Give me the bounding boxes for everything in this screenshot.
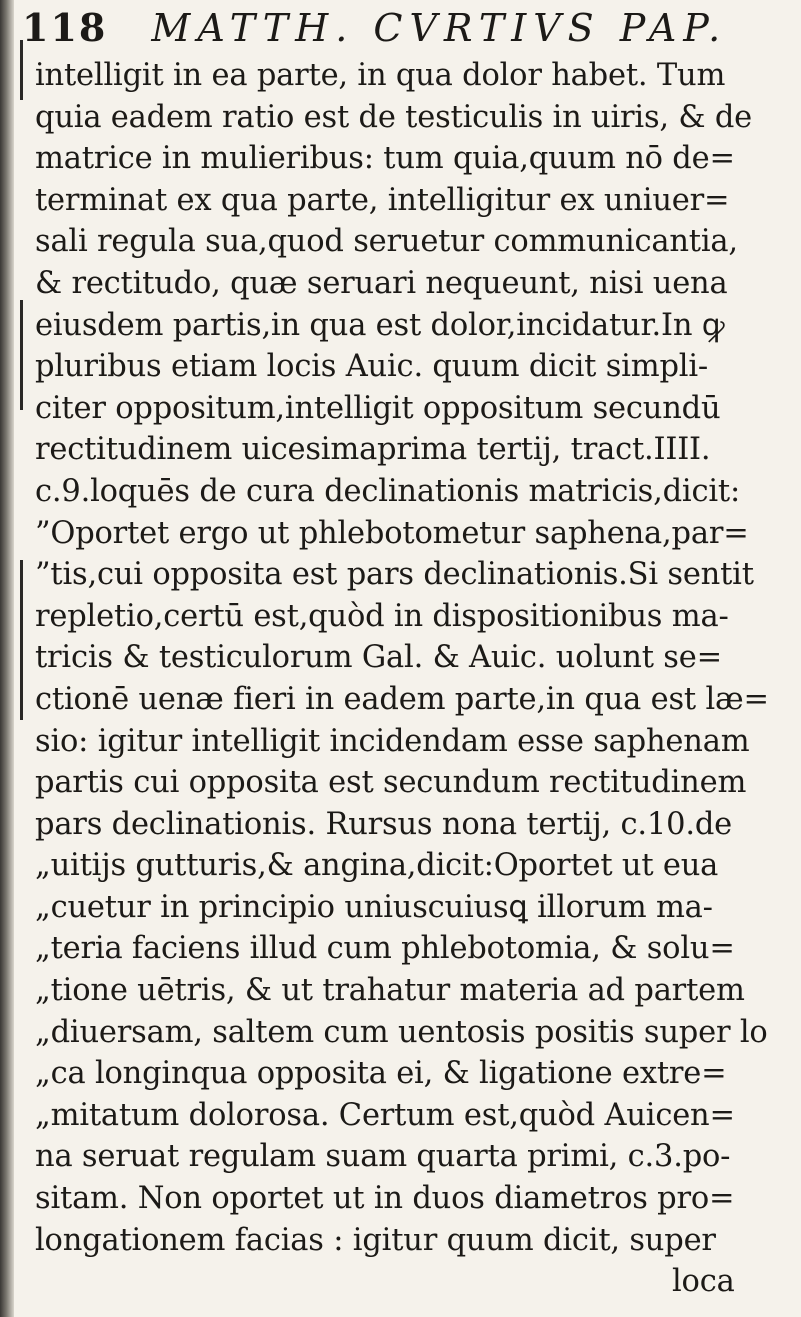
- text-line: rectitudinem uicesimaprima tertij, tract.IIII.: [35, 432, 711, 468]
- text-line: ctionē uenæ fieri in eadem parte,in qua est læ=: [35, 681, 769, 717]
- text-line: intelligit in ea parte, in qua dolor habet. Tum: [35, 58, 726, 93]
- text-line: „tione uētris, & ut trahatur materia ad partem: [35, 973, 745, 1009]
- text-line: longationem facias : igitur quum dicit, super: [35, 1222, 716, 1258]
- page-number: 118: [22, 5, 108, 50]
- text-line: „cuetur in principio uniuscuiusꝗ illorum ma-: [35, 889, 713, 925]
- text-line: sitam. Non oportet ut in duos diametros pro=: [35, 1181, 735, 1217]
- text-line: ”tis,cui opposita est pars declinationis.Si sentit: [35, 557, 754, 593]
- text-line: matrice in mulieribus: tum quia,quum nō de=: [35, 141, 735, 177]
- text-line: quia eadem ratio est de testiculis in uiris, & de: [35, 99, 753, 135]
- page-gutter: [0, 0, 14, 1317]
- text-line: „diuersam, saltem cum uentosis positis super lo: [35, 1014, 768, 1050]
- text-line: & rectitudo, quæ seruari nequeunt, nisi uena: [35, 265, 728, 301]
- text-line: „uitijs gutturis,& angina,dicit:Oportet ut eua: [35, 848, 719, 884]
- text-line: pluribus etiam locis Auic. quum dicit simpli-: [35, 349, 708, 385]
- text-line: c.9.loquēs de cura declinationis matricis,dicit:: [35, 473, 741, 509]
- text-line: terminat ex qua parte, intelligitur ex uniuer=: [35, 182, 730, 218]
- text-line: repletio,certū est,quòd in dispositionibus ma-: [35, 598, 729, 634]
- text-line: sio: igitur intelligit incidendam esse saphenam: [35, 723, 750, 759]
- page-header: [22, 4, 782, 52]
- text-line: citer oppositum,intelligit oppositum secundū: [35, 390, 721, 426]
- gutter-mark: [20, 300, 23, 410]
- text-line: eiusdem partis,in qua est dolor,incidatur.In ꝙ: [35, 307, 725, 343]
- running-title: MATTH. CVRTIVS PAP.: [151, 6, 728, 50]
- text-line: sali regula sua,quod seruetur communicantia,: [35, 224, 738, 260]
- text-line: „mitatum dolorosa. Certum est,quòd Auicen=: [35, 1097, 735, 1133]
- text-line: partis cui opposita est secundum rectitudinem: [35, 765, 747, 801]
- catchword: loca: [672, 1264, 735, 1300]
- text-line: tricis & testiculorum Gal. & Auic. uolunt se=: [35, 640, 722, 676]
- gutter-mark: [20, 560, 23, 720]
- body-text: [35, 55, 790, 1303]
- text-line: na seruat regulam suam quarta primi, c.3.po-: [35, 1139, 731, 1175]
- text-line: ”Oportet ergo ut phlebotometur saphena,par=: [35, 515, 749, 551]
- text-line: „teria faciens illud cum phlebotomia, & solu=: [35, 931, 735, 967]
- text-line: pars declinationis. Rursus nona tertij, c.10.de: [35, 806, 732, 842]
- text-line: „ca longinqua opposita ei, & ligatione extre=: [35, 1056, 727, 1092]
